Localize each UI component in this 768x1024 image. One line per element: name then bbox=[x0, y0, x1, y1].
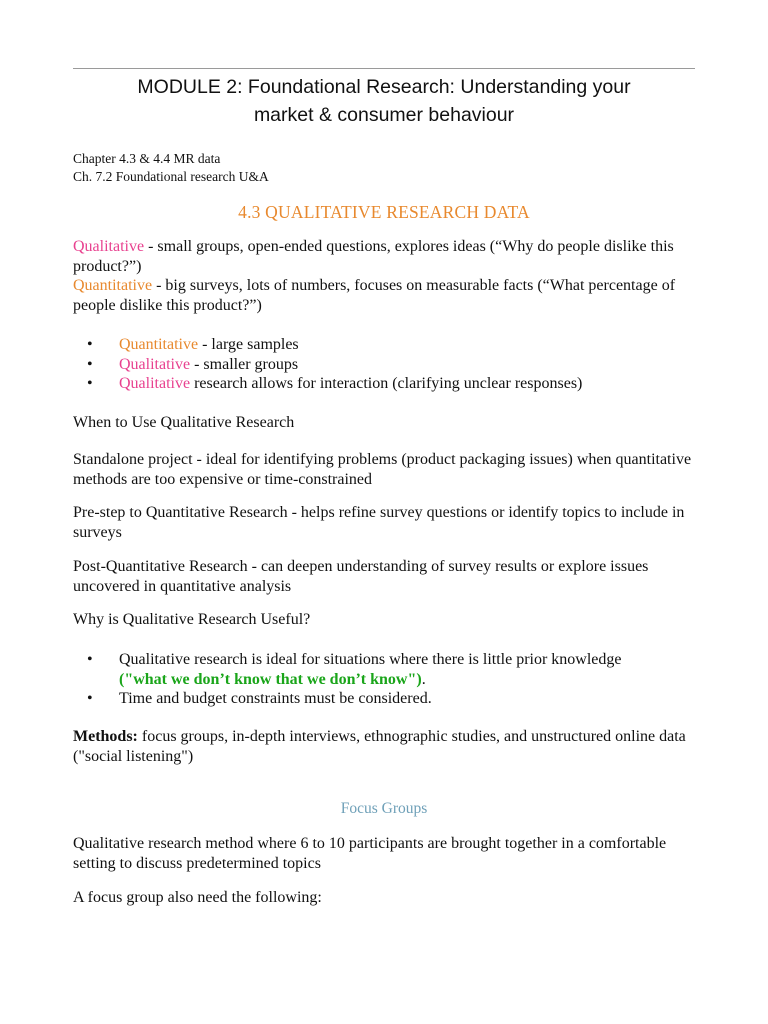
chapter-reference-2: Ch. 7.2 Foundational research U&A bbox=[73, 169, 269, 184]
list-item bbox=[73, 335, 703, 355]
qualitative-term: Qualitative bbox=[73, 238, 145, 255]
module-title bbox=[73, 73, 695, 129]
bullet-text: research allows for interaction (clarifying unclear responses) bbox=[190, 375, 583, 392]
why-useful-list bbox=[73, 650, 703, 709]
bullet-icon: • bbox=[87, 651, 93, 668]
bullet-term: Quantitative bbox=[119, 336, 199, 353]
top-divider bbox=[73, 68, 695, 69]
pre-step-paragraph: Pre-step to Quantitative Research - helps refine survey questions or identify topics to include in surveys bbox=[73, 504, 685, 541]
chapter-reference-1: Chapter 4.3 & 4.4 MR data bbox=[73, 151, 221, 166]
bullet-icon: • bbox=[87, 375, 93, 392]
focus-groups-description: Qualitative research method where 6 to 10 participants are brought together in a comfortable setting to discuss predetermined topics bbox=[73, 835, 667, 872]
why-useful-heading: Why is Qualitative Research Useful? bbox=[73, 611, 311, 628]
list-item bbox=[73, 689, 703, 709]
bullet-highlight: ("what we don’t know that we don’t know") bbox=[119, 670, 422, 688]
bullet-text: Time and budget constraints must be considered. bbox=[119, 690, 432, 707]
bullet-end: . bbox=[421, 670, 426, 688]
bullet-text: - large samples bbox=[198, 336, 299, 353]
module-title-line-1: MODULE 2: Foundational Research: Understanding your bbox=[137, 76, 631, 98]
comparison-list bbox=[73, 335, 703, 394]
bullet-text: Qualitative research is ideal for situations where there is little prior knowledge bbox=[119, 651, 622, 668]
quantitative-description: - big surveys, lots of numbers, focuses on measurable facts (“What percentage of people dislike this product?”) bbox=[73, 277, 676, 314]
focus-groups-heading: Focus Groups bbox=[340, 800, 428, 817]
post-quantitative-paragraph: Post-Quantitative Research - can deepen understanding of survey results or explore issues uncovered in quantitative analysis bbox=[73, 558, 649, 595]
list-item bbox=[73, 355, 703, 375]
methods-paragraph bbox=[73, 727, 703, 766]
quantitative-definition bbox=[73, 276, 703, 315]
bullet-text: - smaller groups bbox=[190, 355, 299, 373]
qualitative-description: - small groups, open-ended questions, explores ideas (“Why do people dislike this product?”) bbox=[73, 238, 674, 275]
chapter-references bbox=[73, 150, 269, 186]
section-heading: 4.3 QUALITATIVE RESEARCH DATA bbox=[238, 202, 530, 222]
list-item bbox=[73, 650, 703, 689]
bullet-term: Qualitative bbox=[119, 355, 191, 373]
module-title-line-2: market & consumer behaviour bbox=[253, 104, 515, 126]
bullet-term: Qualitative bbox=[119, 375, 191, 392]
methods-text: focus groups, in-depth interviews, ethnographic studies, and unstructured online data ("social listening") bbox=[73, 728, 686, 765]
bullet-icon: • bbox=[87, 355, 93, 373]
qualitative-definition bbox=[73, 237, 703, 276]
bullet-icon: • bbox=[87, 336, 93, 353]
quantitative-term: Quantitative bbox=[73, 277, 153, 294]
focus-groups-needs: A focus group also need the following: bbox=[73, 889, 322, 906]
when-to-use-heading: When to Use Qualitative Research bbox=[73, 414, 295, 431]
bullet-icon: • bbox=[87, 690, 93, 707]
list-item bbox=[73, 374, 703, 394]
methods-label: Methods: bbox=[73, 728, 138, 745]
standalone-paragraph: Standalone project - ideal for identifying problems (product packaging issues) when quantitative methods are too expensive or time-constrained bbox=[73, 451, 692, 488]
